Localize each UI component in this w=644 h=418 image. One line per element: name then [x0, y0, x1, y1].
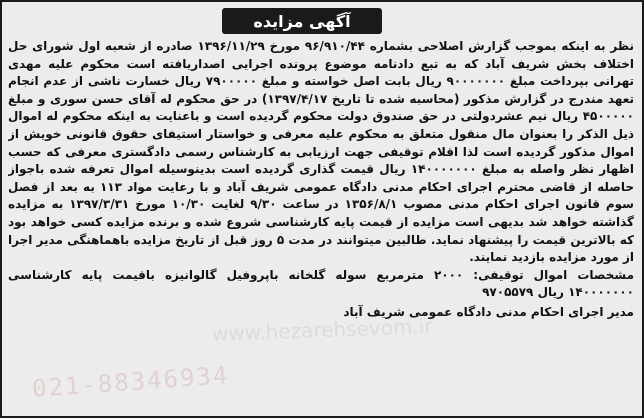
phone-watermark: 021-88346934	[31, 361, 231, 403]
site-watermark: www.hezarehsevom.ir	[211, 314, 433, 346]
notice-paragraph: نظر به اینکه بموجب گزارش اصلاحی بشماره ۹۶/۹۱۰/۴۴ مورخ ۱۳۹۶/۱۱/۲۹ صادره از شعبه اول شورای حل اختلاف بخش شریف آباد که به تبع دادنامه موضوع پرونده اجرایی اصداریافته است محکوم علیه مهدی تهرانی بپرداخت مبلغ ۹۰۰۰۰۰۰۰ ریال بابت اصل خواسته و مبلغ ۷۹۰۰۰۰۰ ریال خسارت ناشی از عدم انجام تعهد مندرج در گزارش مذکور (محاسبه شده تا تاریخ ۱۳۹۷/۴/۱۷) در حق محکوم له آقای حسن سوری و مبلغ ۴۵۰۰۰۰۰ ریال نیم عشردولتی در حق صندوق دولت محکوم گردیده است و باعنایت به اینکه محکوم له اموال ذیل الذکر را بعنوان مال منقول متعلق به محکوم علیه معرفی و خواستار استیفای حقوق قانونی خویش از اموال مذکور گردیده است لذا اقلام توقیفی جهت ارزیابی به کارشناس رسمی دادگستری معرفی که حسب اظهار نظر واصله به مبلغ ۱۴۰۰۰۰۰۰۰ ریال قیمت گذاری گردیده است بدینوسیله اموال تعرفه شده باجواز حاصله از قاضی محترم اجرای احکام مدنی دادگاه عمومی شریف آباد و با رعایت مواد ۱۱۳ به بعد از فصل سوم قانون اجرای احکام مدنی مصوب ۱۳۵۶/۸/۱ در ساعت ۹/۳۰ لغایت ۱۰/۳۰ مورخ ۱۳۹۷/۳/۳۱ به مزایده گذاشته خواهد شد بدیهی است مزایده از قیمت پایه کارشناسی شروع شده و برنده مزایده کسی خواهد بود که بالاترین قیمت را پیشنهاد نماید. طالبین میتوانند در مدت ۵ روز قبل از تاریخ مزایده باهماهنگی مدیر اجرا از مورد مزایده بازدید نمایند.	[8, 39, 634, 265]
seized-items: مشخصات اموال توقیفی: ۲۰۰۰ مترمربع سوله گلخانه باپروفیل گالوانیزه باقیمت پایه کارشناسی ۱۴۰۰۰۰۰۰۰ ریال ۹۷۰۵۵۷۹	[8, 267, 634, 300]
notice-title: آگهی مزایده	[222, 8, 382, 34]
notice-signature: مدیر اجرای احکام مدنی دادگاه عمومی شریف آباد	[343, 304, 634, 319]
notice-body	[8, 38, 634, 412]
